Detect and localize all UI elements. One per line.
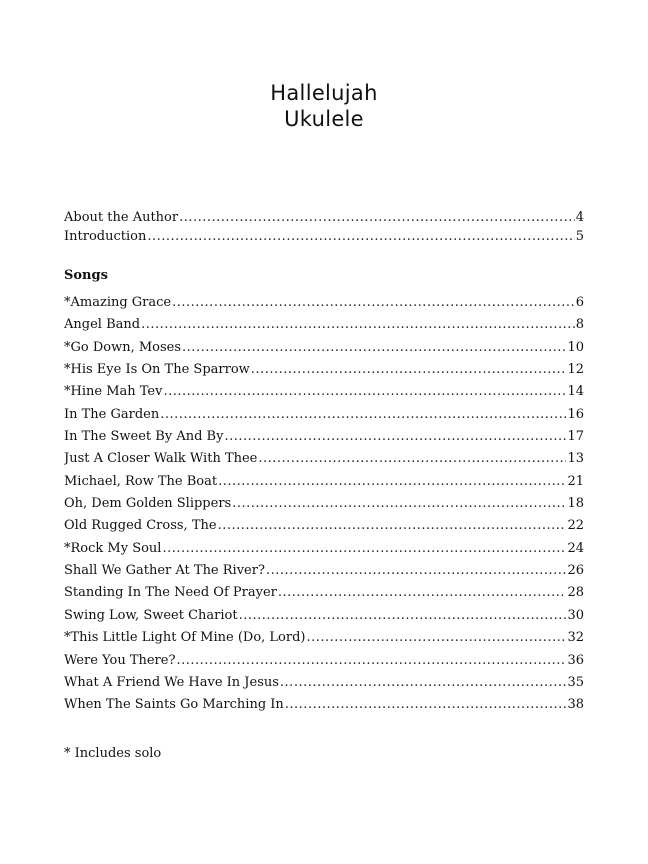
toc-entry-title: Shall We Gather At The River? bbox=[64, 563, 265, 579]
toc-entry-title: When The Saints Go Marching In bbox=[64, 697, 284, 713]
toc-song-entry bbox=[64, 585, 584, 607]
toc-entry-title: *Rock My Soul bbox=[64, 540, 162, 556]
toc-entry-title: Old Rugged Cross, The bbox=[64, 518, 217, 534]
dot-leader bbox=[280, 675, 567, 691]
front-matter-list bbox=[64, 210, 584, 248]
toc-entry-title: *This Little Light Of Mine (Do, Lord) bbox=[64, 630, 306, 646]
toc-song-entry bbox=[64, 563, 584, 585]
toc-entry-title: Introduction bbox=[64, 229, 147, 244]
toc-song-entry bbox=[64, 630, 584, 652]
dot-leader bbox=[218, 518, 567, 534]
toc-song-entry bbox=[64, 451, 584, 473]
toc-page-number: 21 bbox=[567, 473, 584, 489]
dot-leader bbox=[162, 541, 566, 557]
toc-song-entry bbox=[64, 697, 584, 719]
toc-entry-title: Michael, Row The Boat bbox=[64, 473, 218, 489]
dot-leader bbox=[285, 697, 567, 713]
toc-song-entry bbox=[64, 474, 584, 496]
toc-page-number: 30 bbox=[567, 607, 584, 623]
dot-leader bbox=[218, 474, 566, 490]
dot-leader bbox=[258, 451, 566, 467]
songs-list bbox=[64, 295, 584, 720]
toc-entry-title: In The Sweet By And By bbox=[64, 429, 224, 445]
toc-page-number: 16 bbox=[567, 406, 584, 422]
toc-entry-title: Standing In The Need Of Prayer bbox=[64, 585, 277, 601]
toc-page-number: 18 bbox=[567, 496, 584, 512]
dot-leader bbox=[141, 317, 575, 333]
book-title-line-1: Hallelujah bbox=[270, 81, 378, 105]
toc-entry-title: Angel Band bbox=[64, 317, 141, 333]
dot-leader bbox=[224, 429, 566, 445]
toc-page-number: 36 bbox=[567, 652, 584, 668]
toc-entry-title: *Amazing Grace bbox=[64, 295, 172, 310]
toc-entry-title: *His Eye Is On The Sparrow bbox=[64, 362, 250, 378]
toc-entry-title: Just A Closer Walk With Thee bbox=[64, 451, 258, 467]
toc-song-entry bbox=[64, 653, 584, 675]
toc-entry-about-the-author bbox=[64, 210, 584, 229]
dot-leader bbox=[266, 563, 567, 579]
toc-entry-title: Swing Low, Sweet Chariot bbox=[64, 607, 238, 623]
toc-song-entry bbox=[64, 317, 584, 339]
toc-entry-title: *Hine Mah Tev bbox=[64, 384, 163, 400]
toc-page-number: 22 bbox=[567, 518, 584, 534]
toc-entry-title: *Go Down, Moses bbox=[64, 339, 182, 355]
toc-song-entry bbox=[64, 295, 584, 317]
footnote-includes-solo: * Includes solo bbox=[64, 746, 162, 761]
toc-page-number: 4 bbox=[575, 210, 584, 225]
dot-leader bbox=[251, 362, 567, 378]
toc-song-entry bbox=[64, 675, 584, 697]
toc-entry-title: What A Friend We Have In Jesus bbox=[64, 674, 279, 690]
songs-section-heading: Songs bbox=[64, 268, 108, 283]
dot-leader bbox=[232, 496, 566, 512]
toc-page-number: 24 bbox=[567, 540, 584, 556]
toc-entry-title: In The Garden bbox=[64, 406, 160, 422]
toc-page-number: 6 bbox=[575, 295, 584, 310]
toc-page-number: 38 bbox=[567, 697, 584, 713]
toc-page-number: 35 bbox=[567, 674, 584, 690]
toc-page-number: 8 bbox=[575, 317, 584, 333]
dot-leader bbox=[160, 407, 566, 423]
toc-song-entry bbox=[64, 362, 584, 384]
toc-page-number: 17 bbox=[567, 429, 584, 445]
toc-page-number: 14 bbox=[567, 384, 584, 400]
toc-page-number: 5 bbox=[575, 229, 584, 244]
dot-leader bbox=[278, 585, 567, 601]
toc-entry-title: About the Author bbox=[64, 210, 179, 225]
toc-page-number: 13 bbox=[567, 451, 584, 467]
toc-song-entry bbox=[64, 384, 584, 406]
toc-page-number: 28 bbox=[567, 585, 584, 601]
dot-leader bbox=[182, 340, 566, 356]
toc-song-entry bbox=[64, 340, 584, 362]
dot-leader bbox=[172, 295, 575, 311]
dot-leader bbox=[307, 630, 567, 646]
dot-leader bbox=[239, 608, 567, 624]
toc-entry-introduction bbox=[64, 229, 584, 248]
toc-entry-title: Oh, Dem Golden Slippers bbox=[64, 496, 232, 512]
toc-page-number: 12 bbox=[567, 362, 584, 378]
toc-page-number: 32 bbox=[567, 630, 584, 646]
toc-song-entry bbox=[64, 407, 584, 429]
toc-song-entry bbox=[64, 496, 584, 518]
dot-leader bbox=[163, 384, 566, 400]
toc-page-number: 10 bbox=[567, 339, 584, 355]
toc-song-entry bbox=[64, 608, 584, 630]
toc-song-entry bbox=[64, 429, 584, 451]
dot-leader bbox=[179, 210, 575, 226]
toc-song-entry bbox=[64, 541, 584, 563]
toc-entry-title: Were You There? bbox=[64, 652, 176, 668]
dot-leader bbox=[176, 653, 566, 669]
toc-page-number: 26 bbox=[567, 563, 584, 579]
book-title-line-2: Ukulele bbox=[284, 107, 364, 131]
dot-leader bbox=[147, 229, 574, 245]
toc-song-entry bbox=[64, 518, 584, 540]
